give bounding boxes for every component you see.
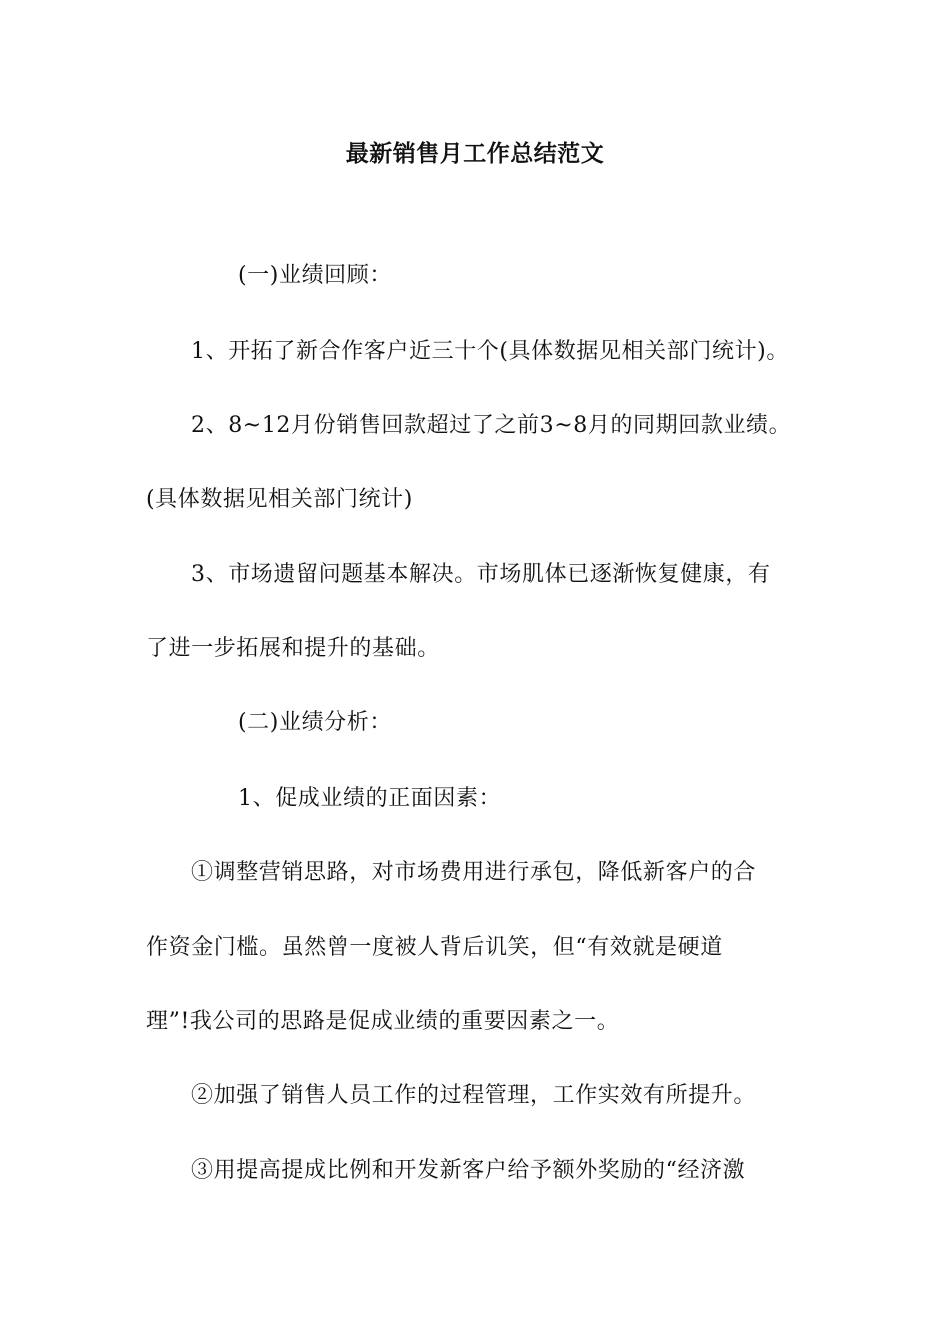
section-heading-review: (一)业绩回顾： xyxy=(238,263,392,288)
paragraph-line: 1、开拓了新合作客户近三十个(具体数据见相关部门统计)。 xyxy=(191,339,789,364)
paragraph-line: 了进一步拓展和提升的基础。 xyxy=(146,636,440,661)
paragraph-line: 2、8~12月份销售回款超过了之前3~8月的同期回款业绩。 xyxy=(191,413,792,438)
section-heading-analysis: (二)业绩分析： xyxy=(238,710,392,735)
paragraph-line: 理”!我公司的思路是促成业绩的重要因素之一。 xyxy=(146,1009,620,1034)
paragraph-line: ③用提高提成比例和开发新客户给予额外奖励的“经济激 xyxy=(191,1158,746,1183)
paragraph-line: 作资金门槛。虽然曾一度被人背后讥笑，但“有效就是硬道 xyxy=(146,935,723,960)
paragraph-line: 3、市场遗留问题基本解决。市场肌体已逐渐恢复健康，有 xyxy=(191,562,771,587)
subheading-positive-factors: 1、促成业绩的正面因素： xyxy=(238,786,502,811)
paragraph-line: ①调整营销思路，对市场费用进行承包，降低新客户的合 xyxy=(191,860,757,885)
paragraph-line: ②加强了销售人员工作的过程管理，工作实效有所提升。 xyxy=(191,1083,757,1108)
paragraph-line: (具体数据见相关部门统计) xyxy=(146,487,413,512)
page-title: 最新销售月工作总结范文 xyxy=(345,141,605,167)
